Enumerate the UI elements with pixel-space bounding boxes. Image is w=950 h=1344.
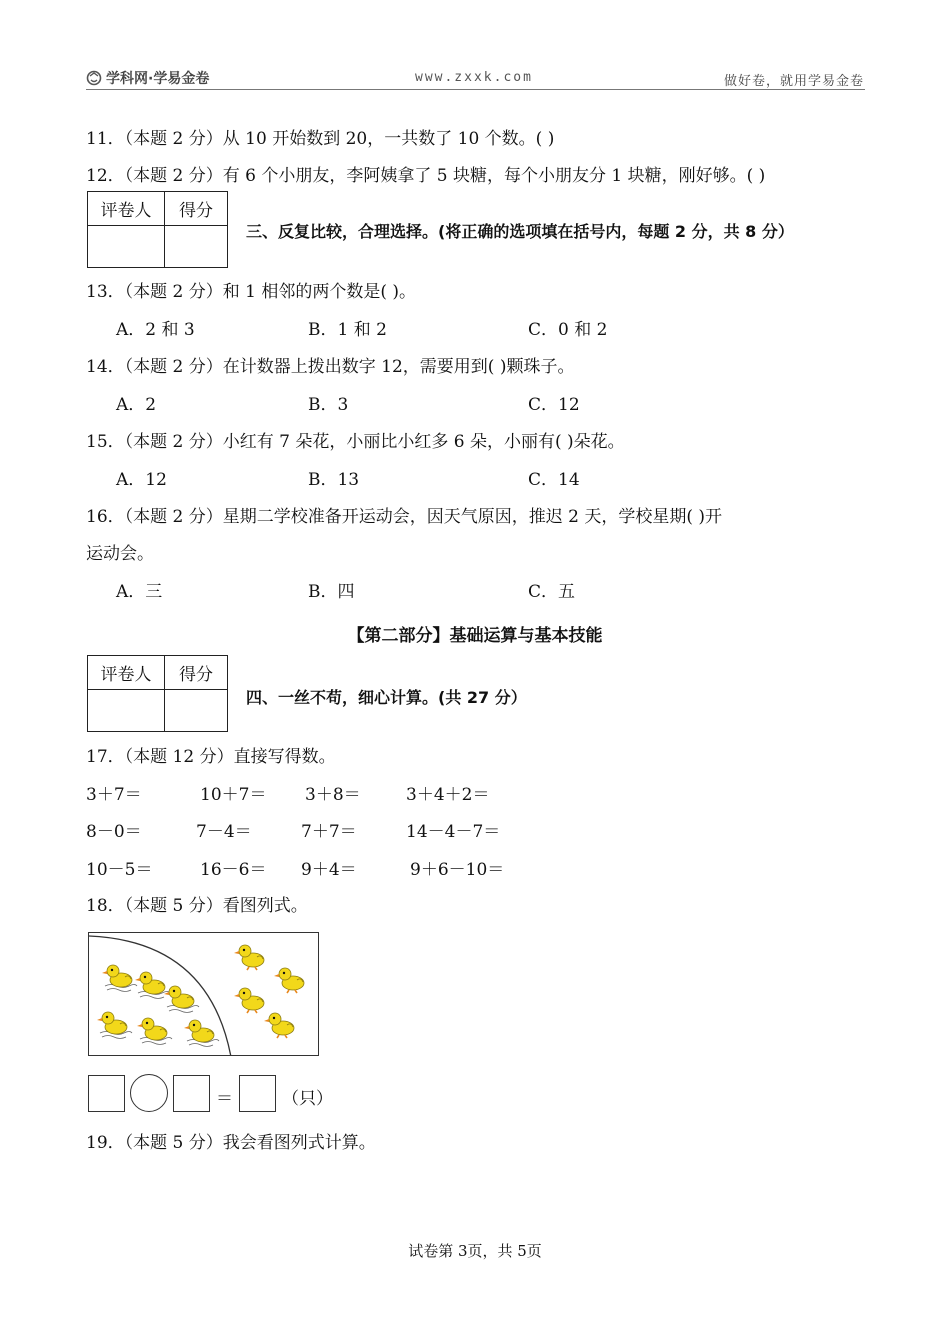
reviewer-cell[interactable] xyxy=(88,690,165,732)
score-cell[interactable] xyxy=(165,226,228,268)
calc-item: 7－4＝ xyxy=(196,822,252,842)
reviewer-cell[interactable] xyxy=(88,226,165,268)
q13-option-b: B．1 和 2 xyxy=(308,320,387,340)
header-url: www.zxxk.com xyxy=(415,70,533,85)
unit-label: （只） xyxy=(282,1089,333,1109)
q15-option-b: B．13 xyxy=(308,470,360,490)
question-12: 12．（本题 2 分）有 6 个小朋友，李阿姨拿了 5 块糖，每个小朋友分 1 块糖，刚好够。( ) xyxy=(86,166,766,186)
q16-option-b: B．四 xyxy=(308,582,355,602)
answer-box-2[interactable] xyxy=(173,1075,210,1112)
duck-icon xyxy=(102,965,137,992)
ducks-picture xyxy=(88,932,319,1056)
q13-option-a: A．2 和 3 xyxy=(116,320,195,340)
duck-icon xyxy=(234,988,264,1013)
question-14: 14．（本题 2 分）在计数器上拨出数字 12，需要用到( )颗珠子。 xyxy=(86,357,575,377)
question-16: 16．（本题 2 分）星期二学校准备开运动会，因天气原因，推迟 2 天，学校星期( )开 xyxy=(86,507,723,527)
calc-item: 16－6＝ xyxy=(200,860,267,880)
part-2-title: 【第二部分】基础运算与基本技能 xyxy=(347,626,603,646)
q14-option-a: A．2 xyxy=(116,395,157,415)
question-18: 18．（本题 5 分）看图列式。 xyxy=(86,896,308,916)
score-box-section-4 xyxy=(87,655,228,732)
answer-box-result[interactable] xyxy=(239,1075,276,1112)
duck-icon xyxy=(274,968,304,993)
reviewer-header: 评卷人 xyxy=(88,656,165,690)
question-11: 11．（本题 2 分）从 10 开始数到 20，一共数了 10 个数。( ) xyxy=(86,129,555,149)
score-box-section-3 xyxy=(87,191,228,268)
header-divider xyxy=(86,89,865,90)
score-header: 得分 xyxy=(165,192,228,226)
question-17: 17．（本题 12 分）直接写得数。 xyxy=(86,747,336,767)
question-15: 15．（本题 2 分）小红有 7 朵花，小丽比小红多 6 朵，小丽有( )朵花。 xyxy=(86,432,625,452)
operator-circle[interactable] xyxy=(130,1074,168,1112)
duck-icon xyxy=(234,945,264,970)
q14-option-c: C．12 xyxy=(528,395,580,415)
calc-item: 3＋7＝ xyxy=(86,785,142,805)
q16-option-c: C．五 xyxy=(528,582,576,602)
duck-icon xyxy=(184,1020,219,1047)
calc-item: 9＋4＝ xyxy=(301,860,357,880)
section-4-title: 四、一丝不苟，细心计算。(共 27 分） xyxy=(246,688,527,707)
question-13: 13．（本题 2 分）和 1 相邻的两个数是( )。 xyxy=(86,282,417,302)
logo-icon xyxy=(86,70,102,86)
calc-item: 9＋6－10＝ xyxy=(410,860,505,880)
q15-option-a: A．12 xyxy=(116,470,167,490)
header-slogan: 做好卷，就用学易金卷 xyxy=(723,74,864,89)
page-footer: 试卷第 3页，共 5页 xyxy=(408,1242,542,1260)
answer-box-1[interactable] xyxy=(88,1075,125,1112)
duck-icon xyxy=(264,1013,294,1038)
duck-icon xyxy=(137,1018,172,1045)
header-logo xyxy=(86,68,209,88)
calc-item: 7＋7＝ xyxy=(301,822,357,842)
q13-option-c: C．0 和 2 xyxy=(528,320,608,340)
reviewer-header: 评卷人 xyxy=(88,192,165,226)
score-header: 得分 xyxy=(165,656,228,690)
question-19: 19．（本题 5 分）我会看图列式计算。 xyxy=(86,1133,376,1153)
score-cell[interactable] xyxy=(165,690,228,732)
duck-icon xyxy=(97,1012,132,1039)
duck-icon xyxy=(164,986,199,1013)
calc-item: 8－0＝ xyxy=(86,822,142,842)
q14-option-b: B．3 xyxy=(308,395,349,415)
calc-item: 3＋8＝ xyxy=(305,785,361,805)
equals-sign: ＝ xyxy=(216,1089,233,1109)
calc-item: 3＋4＋2＝ xyxy=(406,785,490,805)
ducks-illustration xyxy=(89,933,319,1056)
calc-item: 10－5＝ xyxy=(86,860,153,880)
section-3-title: 三、反复比较，合理选择。(将正确的选项填在括号内，每题 2 分，共 8 分） xyxy=(246,222,794,241)
question-16-cont: 运动会。 xyxy=(86,544,154,564)
calc-item: 10＋7＝ xyxy=(200,785,267,805)
duck-icon xyxy=(135,972,170,999)
q15-option-c: C．14 xyxy=(528,470,580,490)
logo-text: 学科网·学易金卷 xyxy=(106,71,210,87)
q16-option-a: A．三 xyxy=(116,582,163,602)
calc-item: 14－4－7＝ xyxy=(406,822,501,842)
